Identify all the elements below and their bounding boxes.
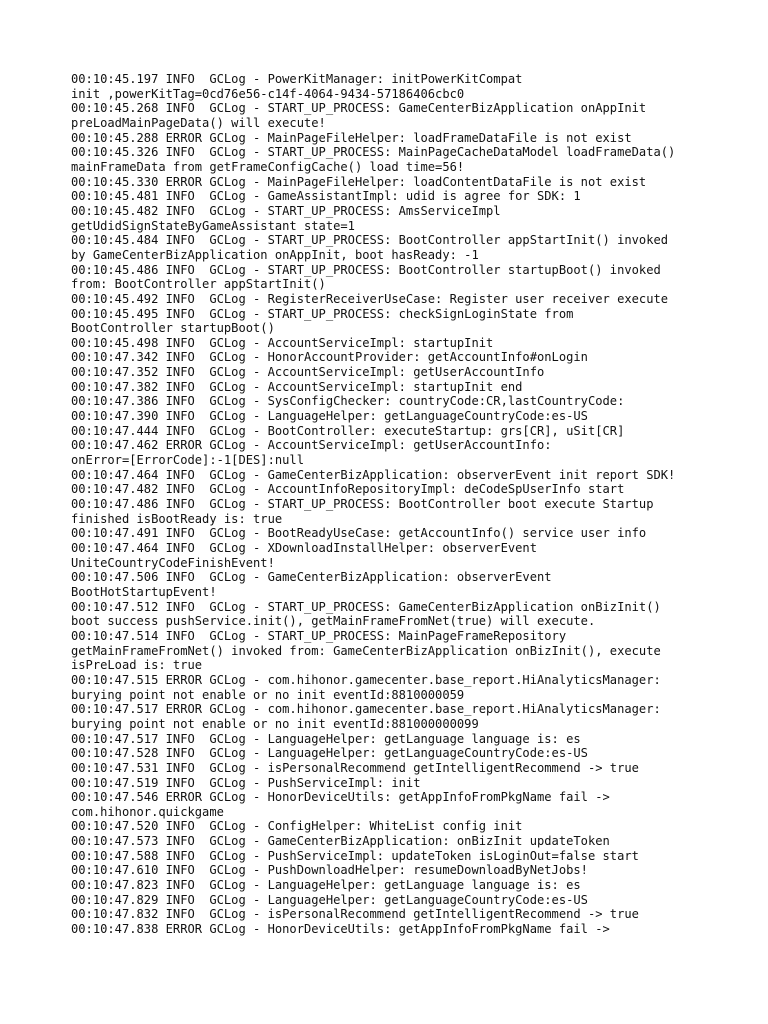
log-line: 00:10:47.386 INFO GCLog - SysConfigChecker: countryCode:CR,lastCountryCode: bbox=[71, 394, 625, 409]
log-line: 00:10:47.517 ERROR GCLog - com.hihonor.gamecenter.base_report.HiAnalyticsManager: bbox=[71, 702, 661, 717]
log-line: com.hihonor.quickgame bbox=[71, 804, 224, 819]
log-line: 00:10:47.444 INFO GCLog - BootController: executeStartup: grs[CR], uSit[CR] bbox=[71, 423, 625, 438]
log-document bbox=[71, 72, 731, 937]
log-line: onError=[ErrorCode]:-1[DES]:null bbox=[71, 453, 304, 468]
log-line: 00:10:47.531 INFO GCLog - isPersonalRecommend getIntelligentRecommend -> true bbox=[71, 760, 639, 775]
log-line: 00:10:47.464 INFO GCLog - GameCenterBizApplication: observerEvent init report SDK! bbox=[71, 467, 676, 482]
log-line: 00:10:47.491 INFO GCLog - BootReadyUseCase: getAccountInfo() service user info bbox=[71, 526, 647, 541]
log-line: 00:10:47.610 INFO GCLog - PushDownloadHelper: resumeDownloadByNetJobs! bbox=[71, 863, 588, 878]
log-line: 00:10:45.197 INFO GCLog - PowerKitManager: initPowerKitCompat bbox=[71, 72, 523, 86]
log-line: 00:10:47.352 INFO GCLog - AccountServiceImpl: getUserAccountInfo bbox=[71, 365, 545, 380]
log-line: 00:10:47.514 INFO GCLog - START_UP_PROCESS: MainPageFrameRepository bbox=[71, 628, 567, 643]
log-line: finished isBootReady is: true bbox=[71, 511, 283, 526]
log-line: burying point not enable or no init eventId:881000000099 bbox=[71, 716, 479, 731]
log-line: 00:10:47.464 INFO GCLog - XDownloadInstallHelper: observerEvent bbox=[71, 541, 537, 555]
log-line: 00:10:45.484 INFO GCLog - START_UP_PROCESS: BootController appStartInit() invoked bbox=[71, 233, 669, 248]
log-line: 00:10:45.330 ERROR GCLog - MainPageFileHelper: loadContentDataFile is not exist bbox=[71, 174, 647, 189]
log-line: 00:10:47.528 INFO GCLog - LanguageHelper: getLanguageCountryCode:es-US bbox=[71, 746, 588, 761]
log-line: 00:10:45.498 INFO GCLog - AccountServiceImpl: startupInit bbox=[71, 335, 494, 350]
log-line: UniteCountryCodeFinishEvent! bbox=[71, 555, 275, 570]
log-line: BootHotStartupEvent! bbox=[71, 584, 217, 599]
log-line: 00:10:45.486 INFO GCLog - START_UP_PROCESS: BootController startupBoot() invoked bbox=[71, 262, 661, 277]
log-line: 00:10:47.573 INFO GCLog - GameCenterBizApplication: onBizInit updateToken bbox=[71, 834, 610, 849]
log-line: init ,powerKitTag=0cd76e56-c14f-4064-9434-57186406cbc0 bbox=[71, 86, 465, 101]
log-line: 00:10:45.481 INFO GCLog - GameAssistantImpl: udid is agree for SDK: 1 bbox=[71, 189, 581, 204]
log-lines bbox=[71, 72, 731, 937]
log-line: 00:10:45.268 INFO GCLog - START_UP_PROCESS: GameCenterBizApplication onAppInit bbox=[71, 101, 647, 116]
log-line: mainFrameData from getFrameConfigCache() load time=56! bbox=[71, 159, 465, 174]
log-line: 00:10:47.515 ERROR GCLog - com.hihonor.gamecenter.base_report.HiAnalyticsManager: bbox=[71, 672, 661, 687]
log-line: 00:10:47.832 INFO GCLog - isPersonalRecommend getIntelligentRecommend -> true bbox=[71, 907, 639, 922]
log-line: 00:10:47.546 ERROR GCLog - HonorDeviceUtils: getAppInfoFromPkgName fail -> bbox=[71, 790, 610, 805]
log-line: preLoadMainPageData() will execute! bbox=[71, 115, 326, 130]
log-line: getMainFrameFromNet() invoked from: GameCenterBizApplication onBizInit(), execute bbox=[71, 643, 661, 658]
log-line: by GameCenterBizApplication onAppInit, boot hasReady: -1 bbox=[71, 247, 479, 262]
log-line: 00:10:47.823 INFO GCLog - LanguageHelper: getLanguage language is: es bbox=[71, 878, 581, 893]
log-line: 00:10:47.506 INFO GCLog - GameCenterBizApplication: observerEvent bbox=[71, 570, 552, 585]
log-line: 00:10:47.390 INFO GCLog - LanguageHelper: getLanguageCountryCode:es-US bbox=[71, 409, 588, 424]
log-line: 00:10:47.588 INFO GCLog - PushServiceImpl: updateToken isLoginOut=false start bbox=[71, 848, 639, 863]
log-line: 00:10:47.519 INFO GCLog - PushServiceImpl: init bbox=[71, 775, 421, 790]
log-line: BootController startupBoot() bbox=[71, 321, 275, 336]
log-line: 00:10:47.520 INFO GCLog - ConfigHelper: WhiteList config init bbox=[71, 819, 523, 834]
log-line: 00:10:47.482 INFO GCLog - AccountInfoRepositoryImpl: deCodeSpUserInfo start bbox=[71, 482, 625, 497]
log-line: getUdidSignStateByGameAssistant state=1 bbox=[71, 218, 355, 233]
log-line: 00:10:47.829 INFO GCLog - LanguageHelper: getLanguageCountryCode:es-US bbox=[71, 892, 588, 907]
log-line: 00:10:47.486 INFO GCLog - START_UP_PROCESS: BootController boot execute Startup bbox=[71, 497, 654, 512]
log-line: 00:10:45.495 INFO GCLog - START_UP_PROCESS: checkSignLoginState from bbox=[71, 306, 574, 321]
log-line: 00:10:47.342 INFO GCLog - HonorAccountProvider: getAccountInfo#onLogin bbox=[71, 350, 588, 365]
log-line: burying point not enable or no init eventId:8810000059 bbox=[71, 687, 465, 702]
log-line: 00:10:47.517 INFO GCLog - LanguageHelper: getLanguage language is: es bbox=[71, 731, 581, 746]
log-line: boot success pushService.init(), getMainFrameFromNet(true) will execute. bbox=[71, 614, 596, 629]
log-line: 00:10:47.838 ERROR GCLog - HonorDeviceUtils: getAppInfoFromPkgName fail -> bbox=[71, 922, 610, 937]
log-line: 00:10:45.326 INFO GCLog - START_UP_PROCESS: MainPageCacheDataModel loadFrameData() bbox=[71, 145, 676, 160]
log-line: 00:10:47.512 INFO GCLog - START_UP_PROCESS: GameCenterBizApplication onBizInit() bbox=[71, 599, 661, 614]
log-line: 00:10:45.482 INFO GCLog - START_UP_PROCESS: AmsServiceImpl bbox=[71, 203, 501, 218]
log-line: 00:10:45.288 ERROR GCLog - MainPageFileHelper: loadFrameDataFile is not exist bbox=[71, 130, 632, 145]
log-line: 00:10:47.382 INFO GCLog - AccountServiceImpl: startupInit end bbox=[71, 379, 523, 394]
log-line: 00:10:45.492 INFO GCLog - RegisterReceiverUseCase: Register user receiver execute bbox=[71, 291, 669, 306]
log-line: 00:10:47.462 ERROR GCLog - AccountServiceImpl: getUserAccountInfo: bbox=[71, 438, 552, 453]
log-line: isPreLoad is: true bbox=[71, 658, 203, 673]
log-line: from: BootController appStartInit() bbox=[71, 277, 326, 292]
